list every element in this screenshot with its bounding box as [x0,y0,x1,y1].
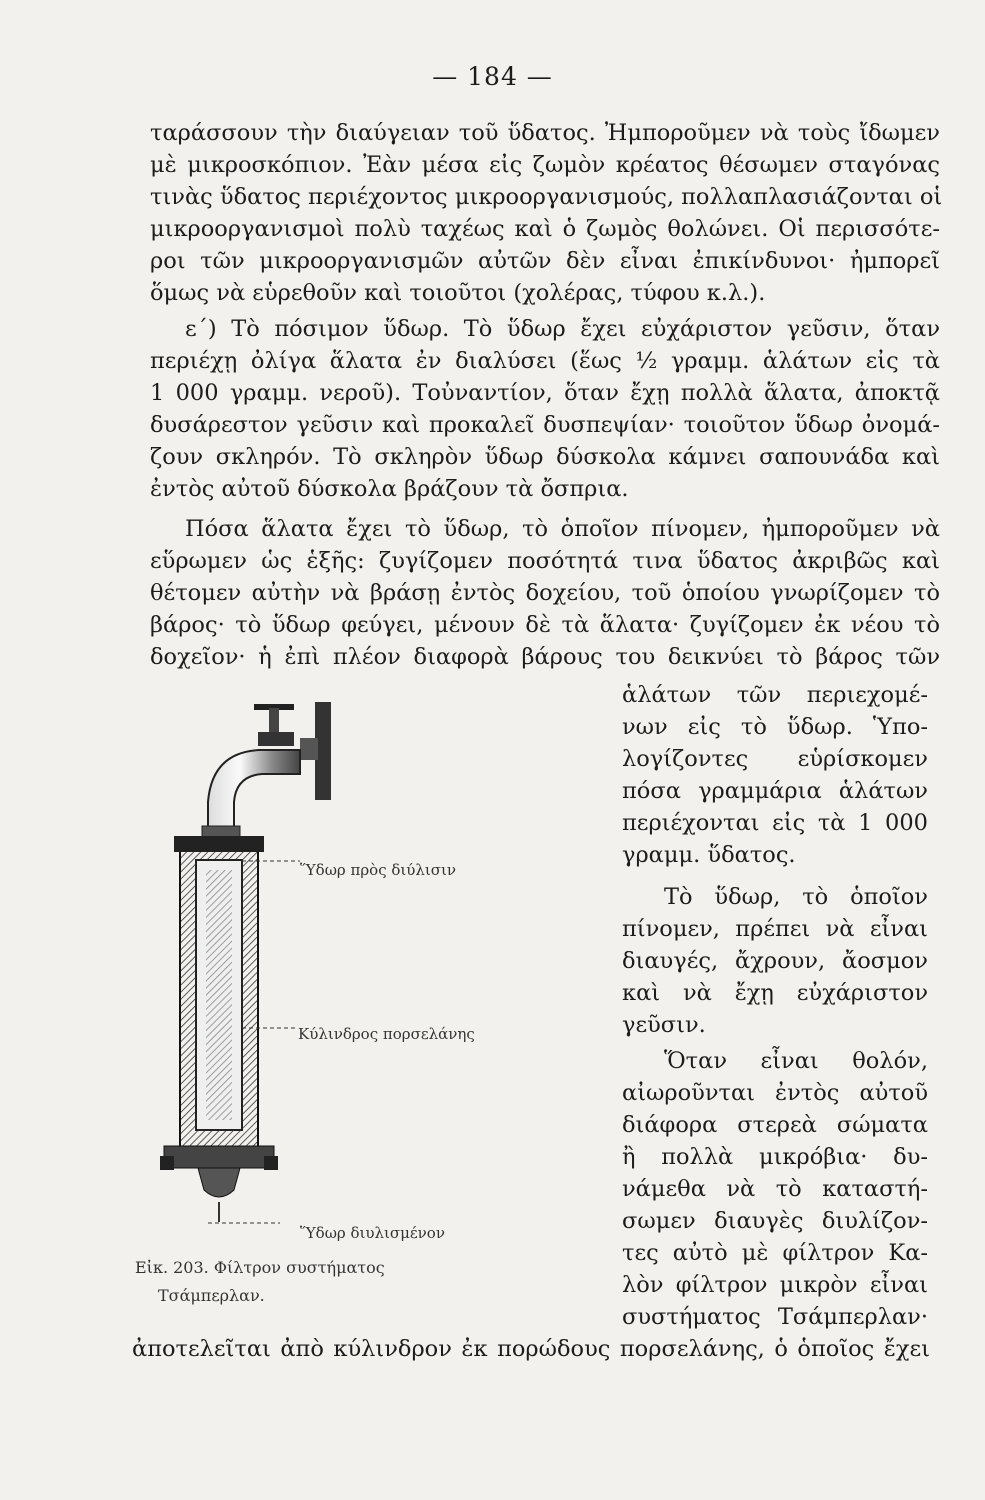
text-line: ἀποτελεῖται ἀπὸ κύλινδρον ἐκ πορώδους πορσελάνης, ὁ ὁποῖος ἔχει [132,1336,930,1362]
figure-label-top: Ὕδωρ πρὸς διύλισιν [300,861,457,879]
text-line: βάρος· τὸ ὕδωρ φεύγει, μένουν δὲ τὰ ἅλατα· ζυγίζομεν ἐκ νέου τὸ [150,612,940,638]
side-text-line: ἢ πολλὰ μικρόβια· δυ- [622,1144,928,1170]
text-line: μικροοργανισμοὶ πολὺ ταχέως καὶ ὁ ζωμὸς θολώνει. Οἱ περισσότε- [150,216,940,242]
text-line: ζουν σκληρόν. Τὸ σκληρὸν ὕδωρ δύσκολα κάμνει σαπουνάδα καὶ [150,444,940,470]
figure-label-middle: Κύλινδρος πορσελάνης [298,1025,475,1043]
side-text-line: τες αὐτὸ μὲ φίλτρον Κα- [622,1240,928,1266]
side-text-line: καὶ νὰ ἔχῃ εὐχάριστον [622,980,928,1006]
side-text-line: γραμμ. ὕδατος. [622,842,796,868]
side-text-line: διαυγές, ἄχρουν, ἄοσμον [622,948,928,974]
figure-caption: Εἰκ. 203. Φίλτρον συστήματος [135,1258,385,1277]
figure-label-bottom: Ὕδωρ διυλισμένον [300,1224,445,1242]
side-text-line: Τὸ ὕδωρ, τὸ ὁποῖον [664,884,928,910]
figure-caption-continued: Τσάμπερλαν. [158,1286,265,1305]
side-text-line: αἰωροῦνται ἐντὸς αὐτοῦ [622,1080,928,1106]
page-number: — 184 — [432,62,553,91]
text-line: δυσάρεστον γεῦσιν καὶ προκαλεῖ δυσπεψίαν· τοιοῦτον ὕδωρ ὀνομά- [150,412,940,438]
text-line: δοχεῖον· ἡ ἐπὶ πλέον διαφορὰ βάρους του δεικνύει τὸ βάρος τῶν [150,644,940,670]
side-text-line: λὸν φίλτρον μικρὸν εἶναι [622,1272,928,1298]
side-text-line: λογίζοντες εὑρίσκομεν [622,746,928,772]
side-text-line: νων εἰς τὸ ὕδωρ. Ὑπο- [622,714,928,740]
text-line: 1 000 γραμμ. νεροῦ). Τοὐναντίον, ὅταν ἔχῃ πολλὰ ἅλατα, ἀποκτᾷ [150,380,940,406]
side-text-line: περιέχονται εἰς τὰ 1 000 [622,810,928,836]
text-line: ροι τῶν μικροοργανισμῶν αὐτῶν δὲν εἶναι ἐπικίνδυνοι· ἠμπορεῖ [150,248,940,274]
side-text-line: σωμεν διαυγὲς διυλίζον- [622,1208,928,1234]
side-text-line: πίνομεν, πρέπει νὰ εἶναι [622,916,928,942]
side-text-line: διάφορα στερεὰ σώματα [622,1112,928,1138]
text-line: ταράσσουν τὴν διαύγειαν τοῦ ὕδατος. Ἠμποροῦμεν νὰ τοὺς ἴδωμεν [150,120,940,146]
side-text-line: πόσα γραμμάρια ἁλάτων [622,778,928,804]
text-line: εὕρωμεν ὡς ἑξῆς: ζυγίζομεν ποσότητά τινα ὕδατος ἀκριβῶς καὶ [150,548,940,574]
text-line: θέτομεν αὐτὴν νὰ βράσῃ ἐντὸς δοχείου, τοῦ ὁποίου γνωρίζομεν τὸ [150,580,940,606]
text-line: Πόσα ἅλατα ἔχει τὸ ὕδωρ, τὸ ὁποῖον πίνομεν, ἠμποροῦμεν νὰ [185,516,940,542]
side-text-line: νάμεθα νὰ τὸ καταστή- [622,1176,928,1202]
side-text-line: γεῦσιν. [622,1012,706,1038]
text-line: μὲ μικροσκόπιον. Ἐὰν μέσα εἰς ζωμὸν κρέατος θέσωμεν σταγόνας [150,152,940,178]
filter-illustration [150,690,490,1230]
text-line: ε΄) Τὸ πόσιμον ὕδωρ. Τὸ ὕδωρ ἔχει εὐχάριστον γεῦσιν, ὅταν [185,316,940,342]
side-text-line: Ὅταν εἶναι θολόν, [664,1048,928,1074]
side-text-line: ἁλάτων τῶν περιεχομέ- [622,682,928,708]
text-line: ἐντὸς αὐτοῦ δύσκολα βράζουν τὰ ὄσπρια. [150,476,629,502]
side-text-line: συστήματος Τσάμπερλαν· [622,1304,928,1330]
text-line: τινὰς ὕδατος περιέχοντος μικροοργανισμούς, πολλαπλασιάζονται οἱ [150,184,943,210]
text-line: ὅμως νὰ εὑρεθοῦν καὶ τοιοῦτοι (χολέρας, τύφου κ.λ.). [150,280,766,306]
text-line: περιέχῃ ὀλίγα ἅλατα ἐν διαλύσει (ἕως ½ γραμμ. ἁλάτων εἰς τὰ [150,348,940,374]
